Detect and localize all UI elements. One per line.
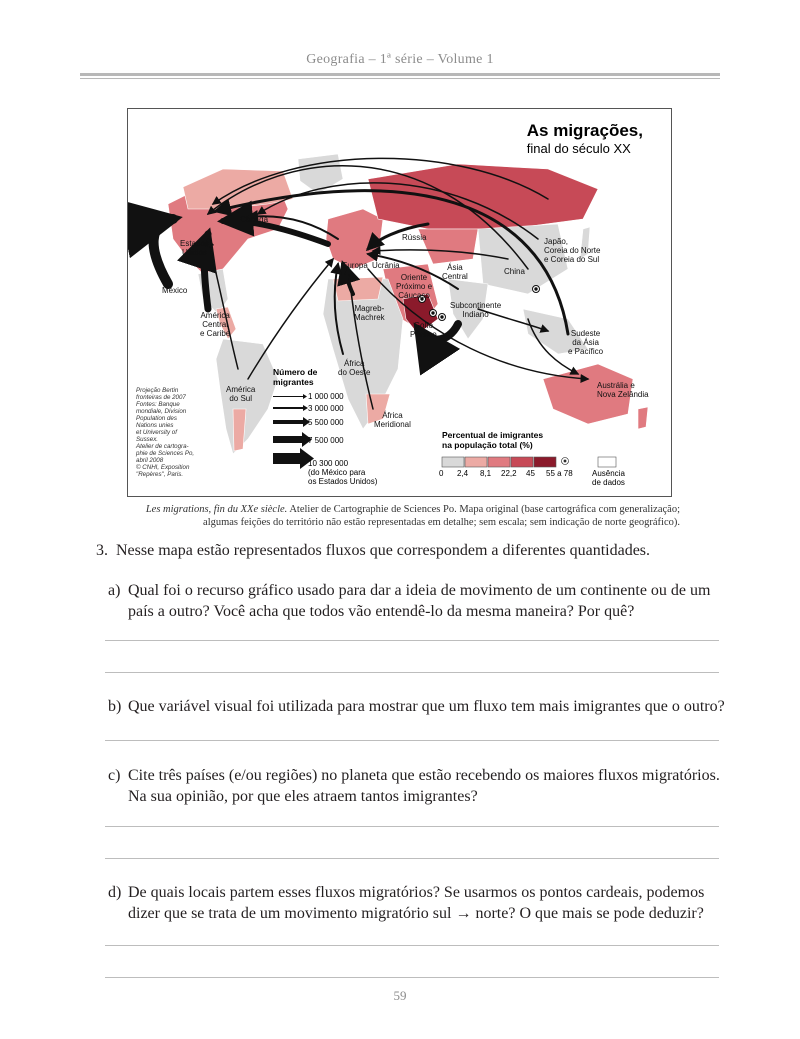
migration-map [127, 108, 672, 497]
page-number: 59 [393, 988, 407, 1003]
answer-line[interactable] [105, 858, 719, 859]
label-china: China [504, 267, 525, 276]
legend-percent-break: 55 a 78 [546, 469, 573, 478]
sub-question-letter: d) [108, 884, 122, 901]
label-central-asia: Ásia Central [442, 263, 468, 281]
label-west-africa: África do Oeste [338, 359, 371, 377]
sub-question-c [108, 765, 723, 807]
caption-text-line2: algumas feições do território não estão representadas em detalhe; sem escala; sem indicação de norte geográfico). [203, 517, 680, 528]
label-ukraine: Ucrânia [372, 261, 400, 270]
legend-percent-break: 22,2 [501, 469, 517, 478]
flow-mexico-usa [154, 219, 173, 284]
legend-percent-break: 2,4 [457, 469, 469, 478]
question-3 [96, 541, 650, 561]
page-header: Geografia – 1ª série – Volume 1 [306, 52, 494, 67]
legend-migrants-title: Número de migrantes [273, 367, 318, 387]
map-source-note: Projeção Bertin fronteiras de 2007 Fontes: Banque mondiale, Division Population des Nations unies et University of Sussex. Atelier de cartogra- phie de Sciences Po, abril 2008 © CNHI, Exposition "Repères", Paris. [136, 387, 195, 478]
south-america-patch [233, 409, 246, 451]
sub-question-text: Que variável visual foi utilizada para mostrar que um fluxo tem mais imigrantes que o outro? [128, 698, 725, 715]
sub-question-text: Cite três países (e/ou regiões) no planeta que estão recebendo os maiores fluxos migratórios. Na sua opinião, por que eles atraem tantos imigrantes? [128, 767, 720, 805]
sub-question-letter: a) [108, 582, 121, 599]
legend-migrants-value: 3 000 000 [308, 404, 344, 413]
header-rule-thin [80, 78, 720, 79]
legend-migrants-value: 7 500 000 [308, 436, 344, 445]
legend-percent-break: 45 [526, 469, 535, 478]
answer-line[interactable] [105, 640, 719, 641]
legend-migrants-value: 10 300 000 (do México para os Estados Unidos) [308, 459, 378, 486]
label-south-america: América do Sul [226, 385, 256, 403]
sub-question-letter: b) [108, 698, 122, 715]
legend-percent-title: Percentual de imigrantes na população total (%) [442, 430, 544, 450]
answer-line[interactable] [105, 945, 719, 946]
maghreb-shape [333, 277, 383, 301]
legend-no-data: Ausência de dados [592, 469, 625, 487]
label-canada: Canadá [240, 215, 269, 224]
label-southern-africa: África Meridional [374, 411, 411, 429]
label-se-asia: Sudeste da Ásia e Pacífico [568, 329, 604, 356]
new-zealand-shape [638, 407, 648, 429]
sub-question-a [108, 580, 723, 622]
map-title-line2: final do século XX [526, 141, 631, 156]
continents [168, 154, 648, 454]
label-japan-koreas: Japão, Coreia do Norte e Coreia do Sul [544, 237, 601, 264]
label-usa: Estados Unidos [180, 239, 209, 257]
label-europe: Europa [342, 261, 368, 270]
label-australia: Austrália e Nova Zelândia [597, 381, 649, 399]
legend-migrants-value: 5 500 000 [308, 418, 344, 427]
sub-question-text: De quais locais partem esses fluxos migratórios? Se usarmos os pontos cardeais, podemos dizer que se trata de um movimento migratório sul → norte? O que mais se pode deduzir? [128, 884, 705, 922]
answer-line[interactable] [105, 740, 719, 741]
legend-migrants-value: 1 000 000 [308, 392, 344, 401]
label-middle-east: Oriente Próximo e Cáucaso [396, 273, 433, 300]
label-gulf: Golfo Pérsico [410, 321, 437, 339]
central-asia-shape [418, 229, 478, 264]
answer-line[interactable] [105, 977, 719, 978]
answer-line[interactable] [105, 672, 719, 673]
map-caption [120, 503, 680, 529]
sub-question-d [108, 882, 723, 924]
header-rule [80, 73, 720, 76]
label-mexico: México [162, 286, 188, 295]
question-text: Nesse mapa estão representados fluxos que correspondem a diferentes quantidades. [116, 542, 651, 559]
answer-line[interactable] [105, 826, 719, 827]
label-maghreb: Magreb- Machrek [354, 304, 385, 322]
legend-percent-break: 8,1 [480, 469, 492, 478]
legend-percent-boxes [442, 457, 616, 467]
label-russia: Rússia [402, 233, 427, 242]
caption-text: Atelier de Cartographie de Sciences Po. Mapa original (base cartográfica com generalização; [287, 504, 680, 515]
sub-question-letter: c) [108, 767, 121, 784]
sub-question-b [108, 696, 723, 717]
europe-shape [326, 209, 383, 269]
map-title [527, 121, 643, 156]
map-title-line1: As migrações, [526, 121, 643, 140]
label-subcontinent: Subcontinente Indiano [450, 301, 502, 319]
caption-italic-title: Les migrations, fin du XXe siècle. [145, 504, 288, 515]
label-central-america: América Central e Caribe [200, 311, 231, 338]
sub-question-text: Qual foi o recurso gráfico usado para dar a ideia de movimento de um continente ou de um país a outro? Você acha que todos vão entendê-lo da mesma maneira? Por quê? [128, 582, 711, 620]
question-number: 3. [96, 542, 108, 559]
legend-percent-break: 0 [439, 469, 444, 478]
